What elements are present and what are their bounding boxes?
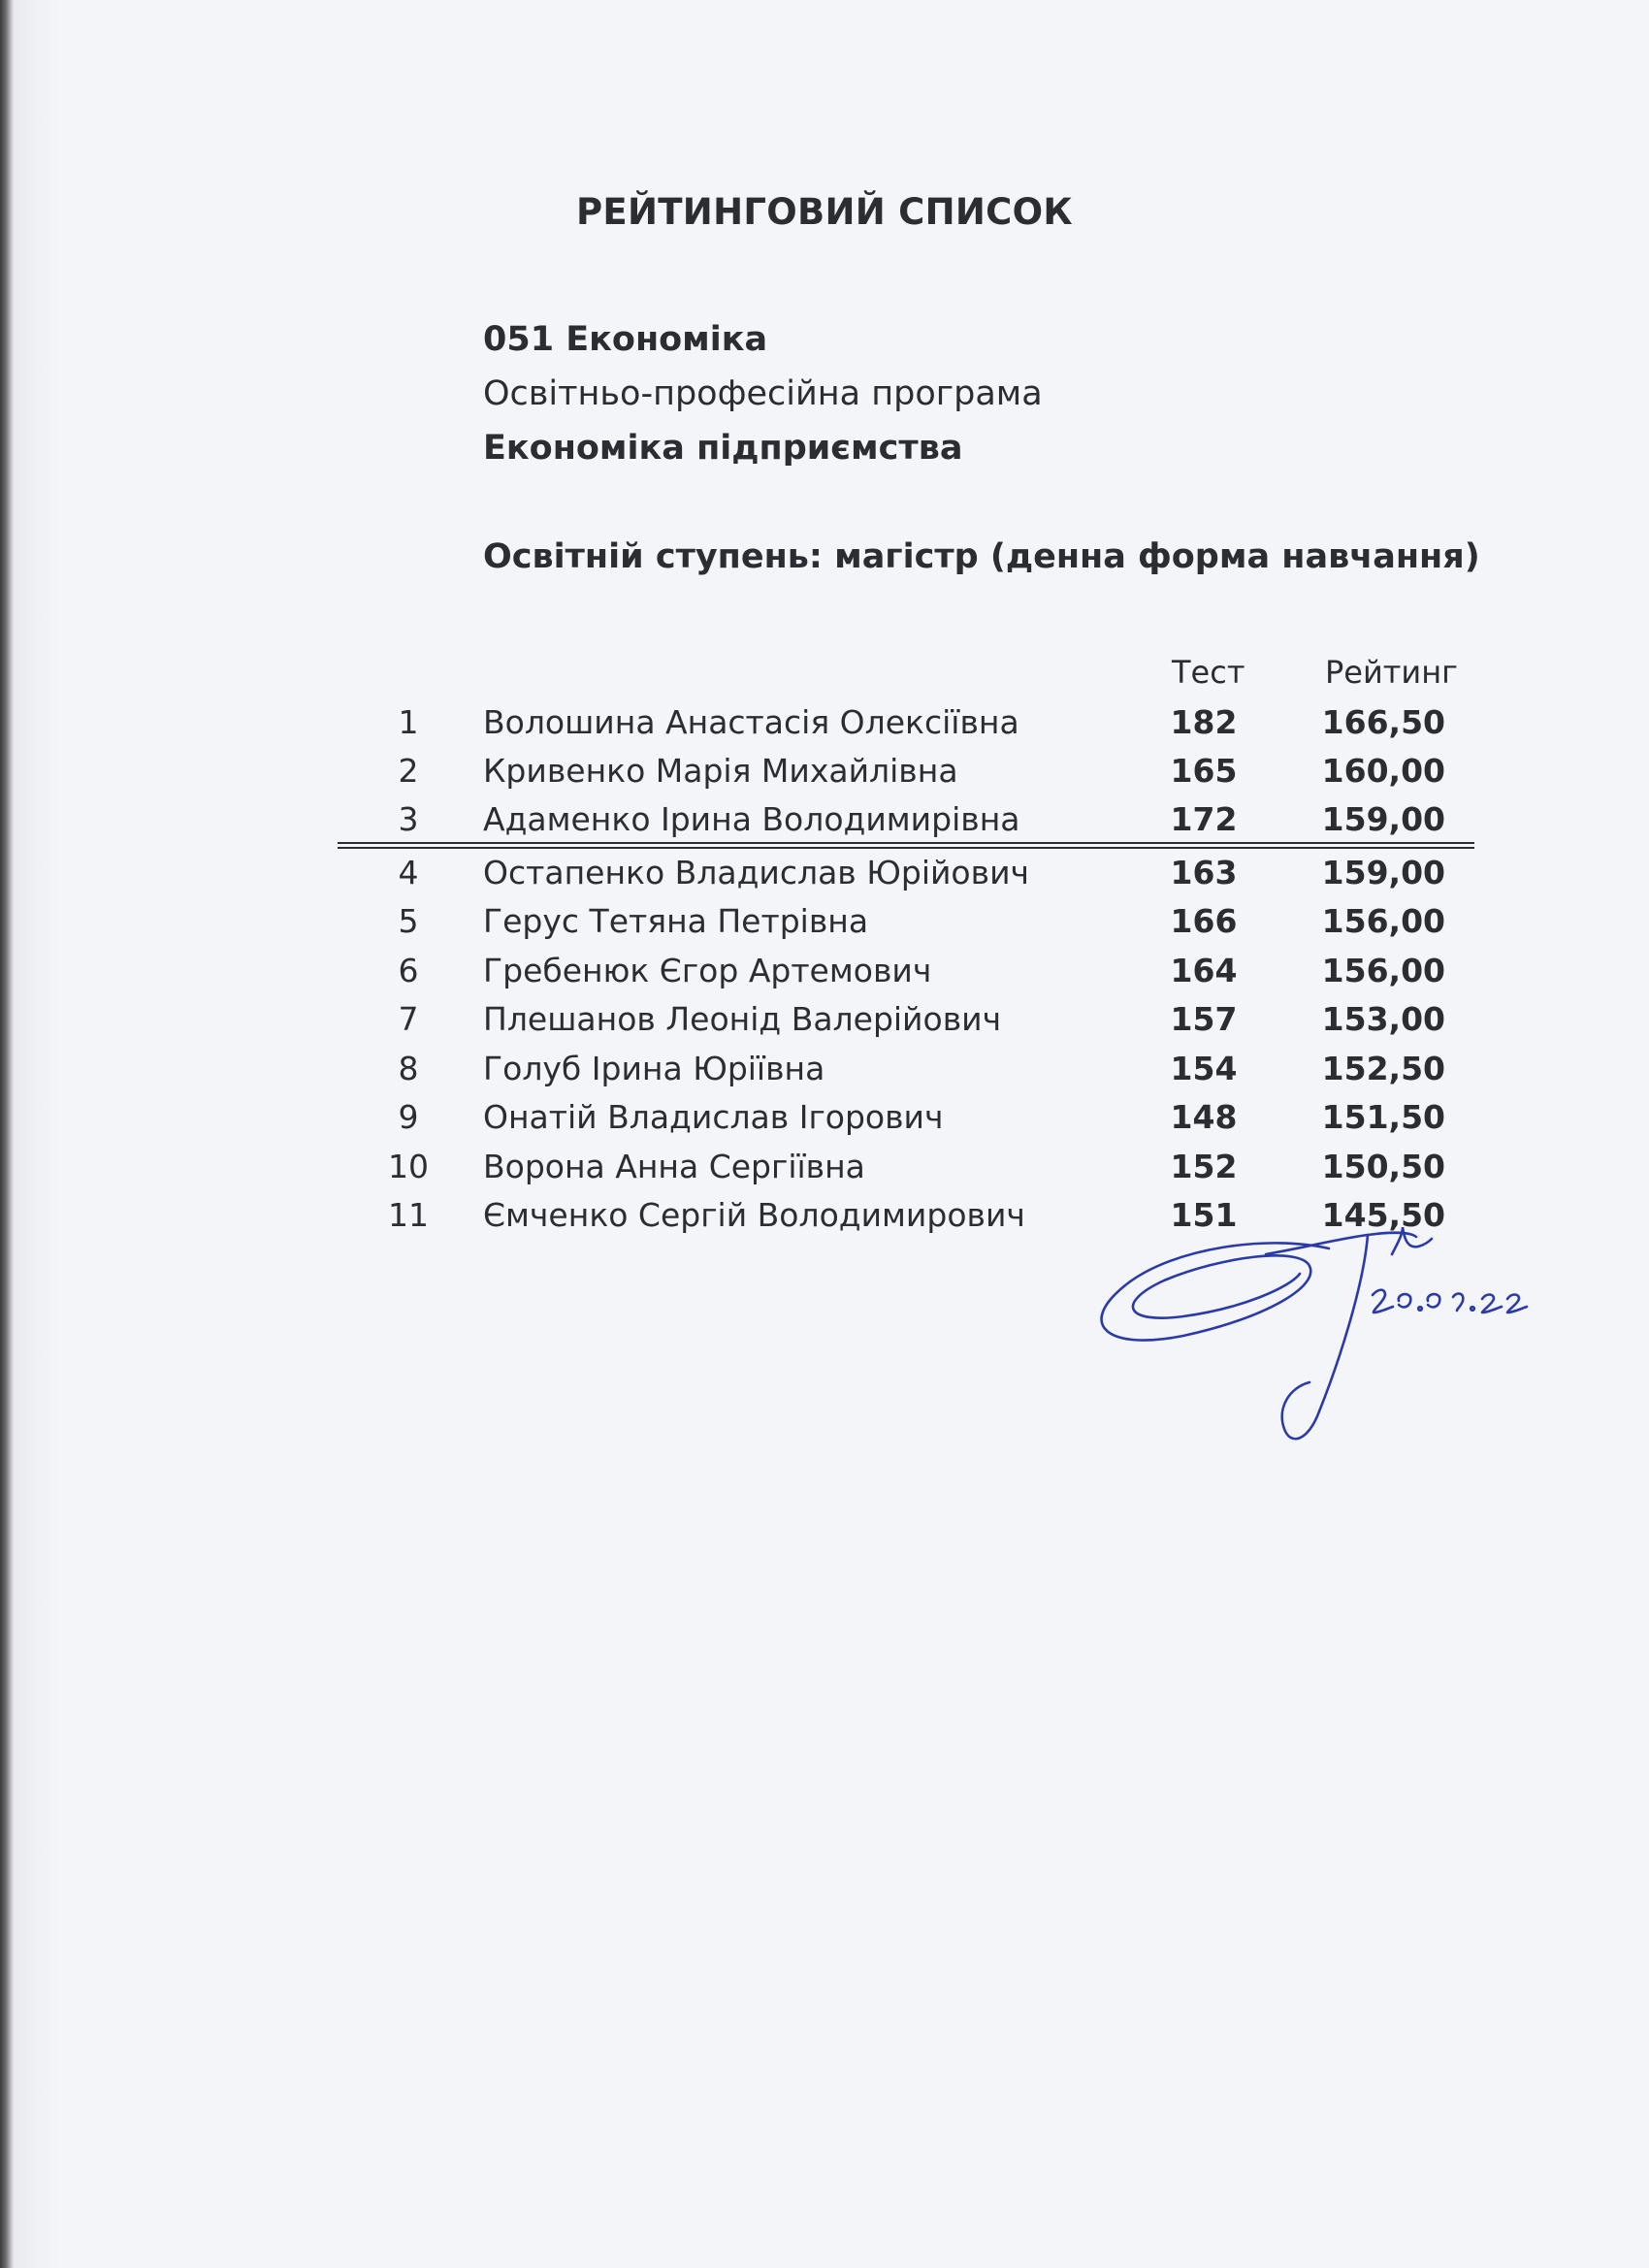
test-score: 166 <box>1170 902 1238 940</box>
row-number: 10 <box>388 1148 429 1185</box>
table-row <box>0 1000 1649 1049</box>
student-name: Адаменко Ірина Володимирівна <box>483 800 1020 838</box>
document-title: РЕЙТИНГОВИЙ СПИСОК <box>576 191 1073 233</box>
test-score: 164 <box>1170 952 1238 989</box>
table-row <box>0 752 1649 800</box>
test-score: 172 <box>1170 800 1238 838</box>
row-number: 2 <box>398 752 419 790</box>
rating-score: 156,00 <box>1321 952 1445 989</box>
degree-label: Освітній ступень: магістр (денна форма навчання) <box>483 537 1480 576</box>
column-header-test: Тест <box>1172 654 1245 691</box>
test-score: 182 <box>1170 703 1238 741</box>
specialty-label: 051 Економіка <box>483 320 768 359</box>
rating-score: 150,50 <box>1321 1148 1445 1185</box>
rating-score: 160,00 <box>1321 752 1445 790</box>
student-name: Плешанов Леонід Валерійович <box>483 1000 1002 1038</box>
program-type-label: Освітньо-професійна програма <box>483 374 1043 413</box>
student-name: Голуб Ірина Юріївна <box>483 1050 825 1087</box>
student-name: Кривенко Марія Михайлівна <box>483 752 958 790</box>
row-number: 7 <box>398 1000 419 1038</box>
student-name: Онатій Владислав Ігорович <box>483 1098 944 1136</box>
table-row <box>0 1148 1649 1196</box>
cutoff-double-line <box>338 842 1474 849</box>
program-name-label: Економіка підприємства <box>483 429 963 468</box>
table-row <box>0 902 1649 951</box>
handwritten-signature <box>1077 1227 1581 1450</box>
test-score: 148 <box>1170 1098 1238 1136</box>
test-score: 151 <box>1170 1196 1238 1234</box>
row-number: 9 <box>398 1098 419 1136</box>
row-number: 11 <box>388 1196 429 1234</box>
rating-score: 159,00 <box>1321 800 1445 838</box>
student-name: Ворона Анна Сергіївна <box>483 1148 865 1185</box>
test-score: 165 <box>1170 752 1238 790</box>
row-number: 4 <box>398 854 419 891</box>
table-row <box>0 854 1649 902</box>
rating-score: 151,50 <box>1321 1098 1445 1136</box>
table-row <box>0 703 1649 752</box>
student-name: Герус Тетяна Петрівна <box>483 902 869 940</box>
rating-score: 152,50 <box>1321 1050 1445 1087</box>
rating-score: 166,50 <box>1321 703 1445 741</box>
student-name: Остапенко Владислав Юрійович <box>483 854 1030 891</box>
table-row <box>0 1098 1649 1147</box>
table-row <box>0 952 1649 1000</box>
rating-score: 145,50 <box>1321 1196 1445 1234</box>
row-number: 5 <box>398 902 419 940</box>
test-score: 163 <box>1170 854 1238 891</box>
test-score: 152 <box>1170 1148 1238 1185</box>
row-number: 1 <box>398 703 419 741</box>
row-number: 3 <box>398 800 419 838</box>
row-number: 6 <box>398 952 419 989</box>
rating-score: 153,00 <box>1321 1000 1445 1038</box>
test-score: 154 <box>1170 1050 1238 1087</box>
table-row <box>0 1050 1649 1098</box>
rating-score: 159,00 <box>1321 854 1445 891</box>
student-name: Волошина Анастасія Олексіївна <box>483 703 1019 741</box>
column-header-rating: Рейтинг <box>1325 654 1458 691</box>
student-name: Гребенюк Єгор Артемович <box>483 952 932 989</box>
rating-score: 156,00 <box>1321 902 1445 940</box>
test-score: 157 <box>1170 1000 1238 1038</box>
student-name: Ємченко Сергій Володимирович <box>483 1196 1025 1234</box>
row-number: 8 <box>398 1050 419 1087</box>
